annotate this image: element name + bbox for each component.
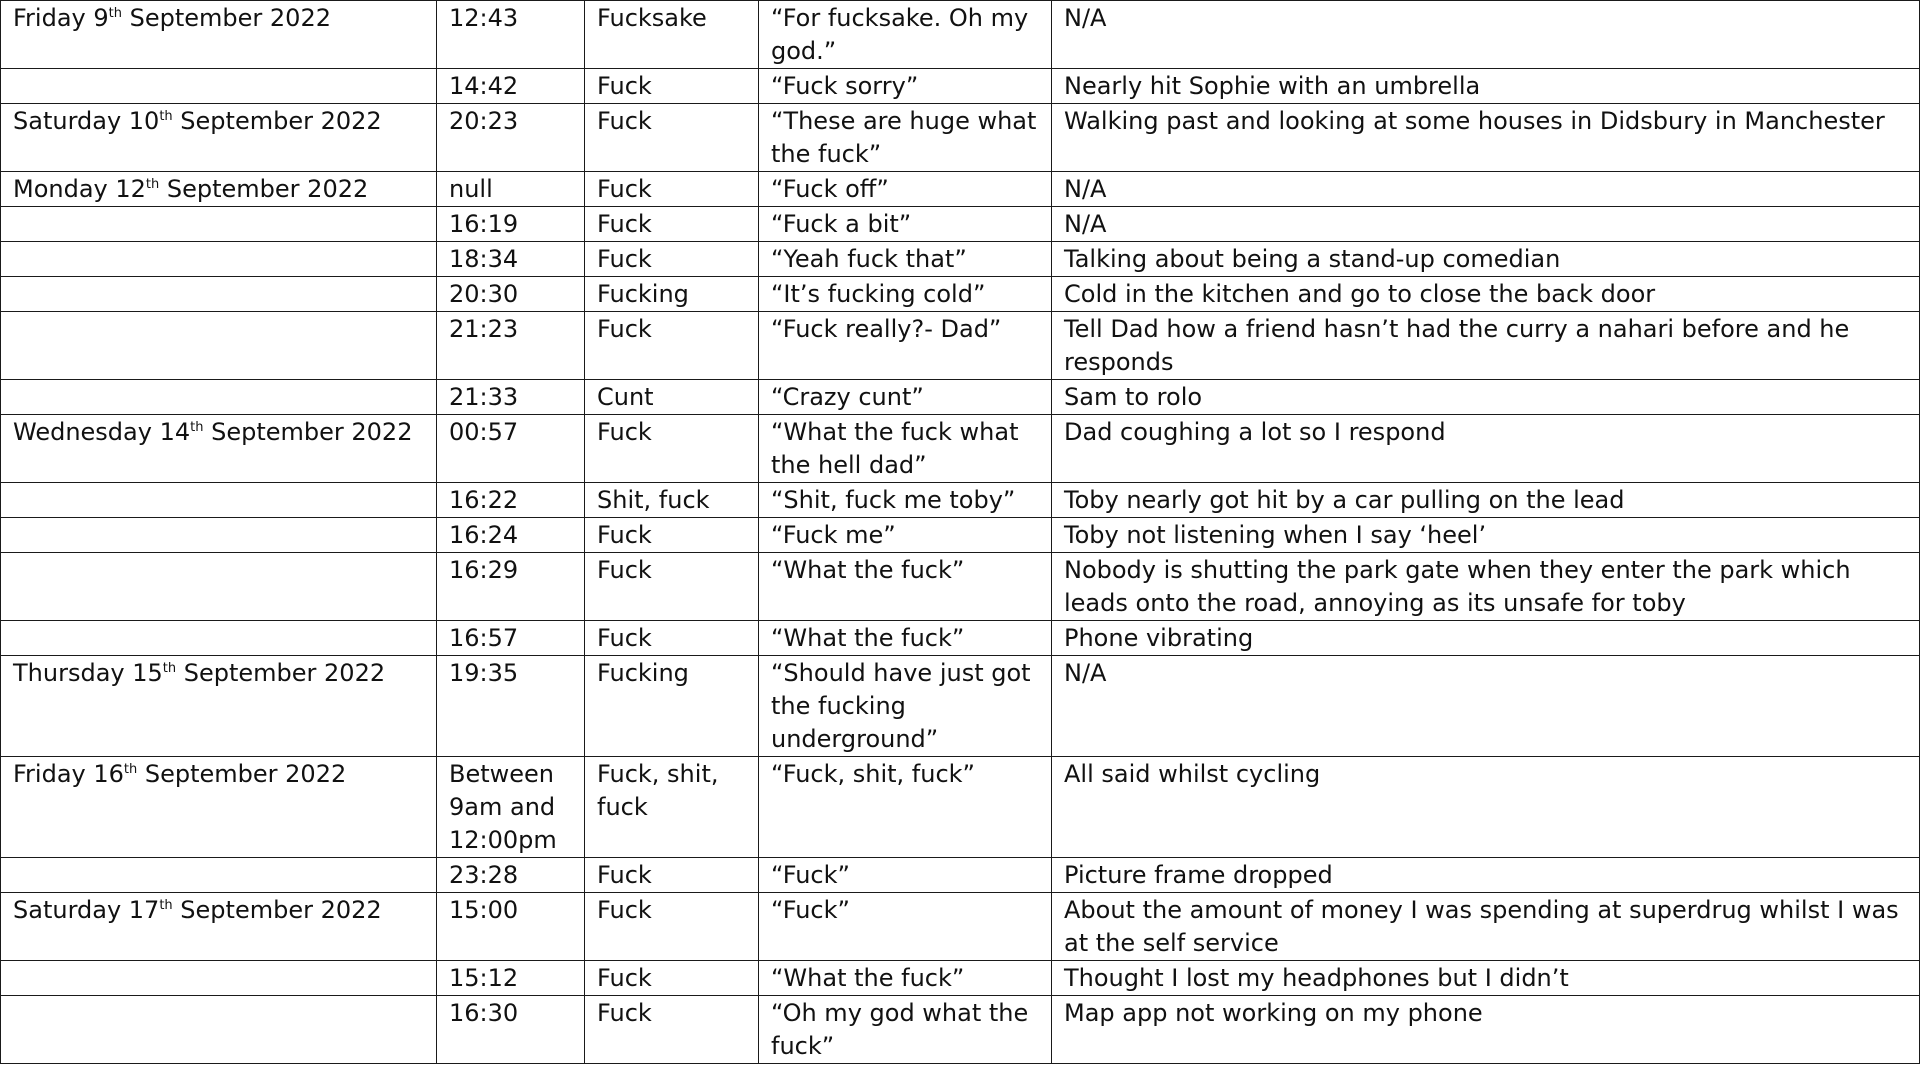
quote-cell: “It’s fucking cold” xyxy=(759,277,1052,312)
time-cell: 15:00 xyxy=(437,893,585,961)
table-row xyxy=(1,757,1920,858)
quote-cell: “Fuck sorry” xyxy=(759,69,1052,104)
swear-word-cell: Fuck xyxy=(585,207,759,242)
table-row xyxy=(1,621,1920,656)
date-month-year: September 2022 xyxy=(172,896,382,924)
table-row xyxy=(1,312,1920,380)
date-cell xyxy=(1,621,437,656)
date-cell xyxy=(1,242,437,277)
time-cell: 20:30 xyxy=(437,277,585,312)
context-cell: Talking about being a stand-up comedian xyxy=(1052,242,1920,277)
swear-word-cell: Shit, fuck xyxy=(585,483,759,518)
date-ordinal-suffix: th xyxy=(190,420,204,435)
date-cell xyxy=(1,277,437,312)
time-cell: 18:34 xyxy=(437,242,585,277)
time-cell: 21:33 xyxy=(437,380,585,415)
quote-cell: “Fuck” xyxy=(759,858,1052,893)
swear-word-cell: Fuck xyxy=(585,69,759,104)
context-cell: Tell Dad how a friend hasn’t had the curry a nahari before and he responds xyxy=(1052,312,1920,380)
date-day: Friday 9 xyxy=(13,4,109,32)
swear-word-cell: Fucking xyxy=(585,656,759,757)
date-day: Thursday 15 xyxy=(13,659,163,687)
swear-log-body xyxy=(1,1,1920,1064)
context-cell: N/A xyxy=(1052,656,1920,757)
swear-word-cell: Fuck xyxy=(585,104,759,172)
time-cell: Between 9am and 12:00pm xyxy=(437,757,585,858)
context-cell: N/A xyxy=(1052,1,1920,69)
quote-cell: “Shit, fuck me toby” xyxy=(759,483,1052,518)
table-row xyxy=(1,996,1920,1064)
date-ordinal-suffix: th xyxy=(108,6,122,21)
table-row xyxy=(1,277,1920,312)
context-cell: Walking past and looking at some houses in Didsbury in Manchester xyxy=(1052,104,1920,172)
time-cell: null xyxy=(437,172,585,207)
table-row xyxy=(1,656,1920,757)
date-day: Wednesday 14 xyxy=(13,418,191,446)
time-cell: 16:29 xyxy=(437,553,585,621)
context-cell: All said whilst cycling xyxy=(1052,757,1920,858)
table-row xyxy=(1,207,1920,242)
date-ordinal-suffix: th xyxy=(123,762,138,777)
date-month-year: September 2022 xyxy=(203,418,413,446)
context-cell: Nobody is shutting the park gate when they enter the park which leads onto the road, annoying as its unsafe for toby xyxy=(1052,553,1920,621)
swear-word-cell: Fuck xyxy=(585,172,759,207)
date-month-year: September 2022 xyxy=(176,659,386,687)
quote-cell: “Fuck off” xyxy=(759,172,1052,207)
date-day: Saturday 17 xyxy=(13,896,160,924)
date-month-year: September 2022 xyxy=(137,760,347,788)
quote-cell: “These are huge what the fuck” xyxy=(759,104,1052,172)
time-cell: 16:19 xyxy=(437,207,585,242)
quote-cell: “Fuck a bit” xyxy=(759,207,1052,242)
time-cell: 14:42 xyxy=(437,69,585,104)
date-cell xyxy=(1,757,437,858)
time-cell: 16:57 xyxy=(437,621,585,656)
date-ordinal-suffix: th xyxy=(159,898,173,913)
context-cell: Sam to rolo xyxy=(1052,380,1920,415)
quote-cell: “For fucksake. Oh my god.” xyxy=(759,1,1052,69)
date-ordinal-suffix: th xyxy=(145,177,160,192)
date-cell xyxy=(1,518,437,553)
date-cell xyxy=(1,172,437,207)
time-cell: 16:22 xyxy=(437,483,585,518)
table-row xyxy=(1,518,1920,553)
time-cell: 00:57 xyxy=(437,415,585,483)
date-cell xyxy=(1,893,437,961)
table-row xyxy=(1,415,1920,483)
date-ordinal-suffix: th xyxy=(159,109,173,124)
quote-cell: “Yeah fuck that” xyxy=(759,242,1052,277)
table-row xyxy=(1,893,1920,961)
date-cell xyxy=(1,961,437,996)
swear-word-cell: Fuck xyxy=(585,858,759,893)
table-row xyxy=(1,380,1920,415)
date-month-year: September 2022 xyxy=(172,107,382,135)
swear-word-cell: Fuck xyxy=(585,621,759,656)
table-row xyxy=(1,242,1920,277)
swear-word-cell: Fuck xyxy=(585,312,759,380)
context-cell: Phone vibrating xyxy=(1052,621,1920,656)
swear-word-cell: Fuck xyxy=(585,996,759,1064)
quote-cell: “What the fuck” xyxy=(759,621,1052,656)
context-cell: Toby nearly got hit by a car pulling on the lead xyxy=(1052,483,1920,518)
context-cell: Toby not listening when I say ‘heel’ xyxy=(1052,518,1920,553)
swear-word-cell: Fuck, shit, fuck xyxy=(585,757,759,858)
quote-cell: “What the fuck” xyxy=(759,961,1052,996)
date-month-year: September 2022 xyxy=(121,4,331,32)
table-row xyxy=(1,69,1920,104)
context-cell: Dad coughing a lot so I respond xyxy=(1052,415,1920,483)
time-cell: 16:24 xyxy=(437,518,585,553)
table-row xyxy=(1,858,1920,893)
date-cell xyxy=(1,656,437,757)
context-cell: About the amount of money I was spending at superdrug whilst I was at the self service xyxy=(1052,893,1920,961)
date-cell xyxy=(1,483,437,518)
time-cell: 20:23 xyxy=(437,104,585,172)
time-cell: 19:35 xyxy=(437,656,585,757)
date-day: Monday 12 xyxy=(13,175,146,203)
time-cell: 12:43 xyxy=(437,1,585,69)
quote-cell: “Oh my god what the fuck” xyxy=(759,996,1052,1064)
swear-word-cell: Cunt xyxy=(585,380,759,415)
date-cell xyxy=(1,207,437,242)
table-row xyxy=(1,483,1920,518)
date-cell xyxy=(1,553,437,621)
table-row xyxy=(1,104,1920,172)
quote-cell: “Fuck” xyxy=(759,893,1052,961)
time-cell: 16:30 xyxy=(437,996,585,1064)
date-month-year: September 2022 xyxy=(159,175,369,203)
swear-word-cell: Fucking xyxy=(585,277,759,312)
date-cell xyxy=(1,380,437,415)
context-cell: Nearly hit Sophie with an umbrella xyxy=(1052,69,1920,104)
context-cell: N/A xyxy=(1052,172,1920,207)
date-day: Saturday 10 xyxy=(13,107,160,135)
quote-cell: “Fuck, shit, fuck” xyxy=(759,757,1052,858)
date-cell xyxy=(1,415,437,483)
date-cell xyxy=(1,69,437,104)
swear-word-cell: Fuck xyxy=(585,415,759,483)
date-day: Friday 16 xyxy=(13,760,124,788)
context-cell: N/A xyxy=(1052,207,1920,242)
swear-word-cell: Fuck xyxy=(585,242,759,277)
date-cell xyxy=(1,104,437,172)
table-row xyxy=(1,1,1920,69)
time-cell: 21:23 xyxy=(437,312,585,380)
quote-cell: “Fuck me” xyxy=(759,518,1052,553)
swear-word-cell: Fuck xyxy=(585,893,759,961)
table-row xyxy=(1,961,1920,996)
quote-cell: “What the fuck” xyxy=(759,553,1052,621)
quote-cell: “What the fuck what the hell dad” xyxy=(759,415,1052,483)
context-cell: Thought I lost my headphones but I didn’t xyxy=(1052,961,1920,996)
date-cell xyxy=(1,312,437,380)
quote-cell: “Should have just got the fucking underground” xyxy=(759,656,1052,757)
quote-cell: “Fuck really?- Dad” xyxy=(759,312,1052,380)
context-cell: Cold in the kitchen and go to close the back door xyxy=(1052,277,1920,312)
date-cell xyxy=(1,996,437,1064)
table-row xyxy=(1,553,1920,621)
swear-word-cell: Fuck xyxy=(585,553,759,621)
swear-word-cell: Fuck xyxy=(585,961,759,996)
time-cell: 15:12 xyxy=(437,961,585,996)
quote-cell: “Crazy cunt” xyxy=(759,380,1052,415)
date-cell xyxy=(1,858,437,893)
table-row xyxy=(1,172,1920,207)
date-cell xyxy=(1,1,437,69)
date-ordinal-suffix: th xyxy=(162,661,177,676)
swear-word-cell: Fucksake xyxy=(585,1,759,69)
swear-word-cell: Fuck xyxy=(585,518,759,553)
context-cell: Picture frame dropped xyxy=(1052,858,1920,893)
time-cell: 23:28 xyxy=(437,858,585,893)
context-cell: Map app not working on my phone xyxy=(1052,996,1920,1064)
